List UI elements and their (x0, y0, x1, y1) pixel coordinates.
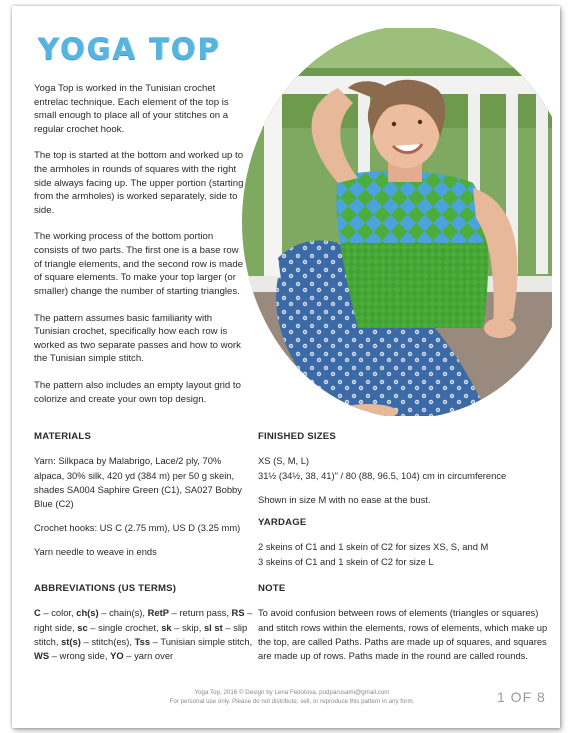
abbr-def: Tunisian simple stitch, (160, 635, 253, 647)
page-footer (82, 688, 502, 707)
abbr-def: return pass, (179, 607, 232, 619)
abbreviations-section (34, 582, 254, 673)
yardage-heading: YARDAGE (258, 517, 307, 528)
copyright-line: Yoga Top, 2016 © Design by Lena Fedotova, podparusami@gmail.com (194, 689, 390, 696)
note-text: To avoid confusion between rows of elements (triangles or squares) and stitch rows within the elements, rows of elements, which make up the top, are called Paths. Paths are made up of squares, and squares are made up of rows. Paths made in the round are called rounds. (258, 607, 548, 661)
hooks-info: Crochet hooks: US C (2.75 mm), US D (3.25 mm) (34, 521, 241, 533)
abbr-term: st(s) (61, 635, 81, 647)
page-title: YOGA TOP (38, 32, 221, 66)
abbr-term: ch(s) (76, 607, 99, 619)
abbr-term: WS (34, 649, 50, 661)
pattern-page (12, 6, 560, 728)
intro-paragraph: The top is started at the bottom and worked up to the armholes in rounds of squares with the right side always facing up. The upper portion (starting from the armholes) is worked separately, side to side. (34, 150, 244, 216)
yardage-section (258, 516, 543, 579)
abbr-def: stitch(es), (91, 635, 135, 647)
yardage-line: 3 skeins of C1 and 1 skein of C2 for size L (258, 555, 434, 567)
abbr-term: sc (77, 621, 88, 633)
needle-info: Yarn needle to weave in ends (34, 545, 157, 557)
intro-paragraph: The working process of the bottom portion consists of two parts. The first one is a base row of triangle elements, and the second row is made of square elements. To make your top larger (or smaller) change the number of starting triangles. (34, 231, 244, 297)
abbr-def: wrong side, (59, 649, 111, 661)
abbr-def: chain(s), (109, 607, 148, 619)
materials-heading: MATERIALS (34, 431, 92, 442)
abbr-term: YO (110, 649, 124, 661)
page-number: 1 OF 8 (497, 689, 546, 705)
circumference-line: 31½ (34½, 38, 41)" / 80 (88, 96.5, 104) cm in circumference (258, 469, 507, 481)
abbreviations-heading: ABBREVIATIONS (US TERMS) (34, 583, 177, 594)
sizes-line: XS (S, M, L) (258, 455, 310, 467)
abbr-def: yarn over (134, 649, 174, 661)
shown-size-line: Shown in size M with no ease at the bust. (258, 493, 431, 505)
abbr-term: RS (231, 607, 245, 619)
abbr-def: color, (51, 607, 77, 619)
yardage-line: 2 skeins of C1 and 1 skein of C2 for sizes XS, S, and M (258, 541, 489, 553)
intro-paragraph: The pattern assumes basic familiarity with Tunisian crochet, specifically how each row is worked as two separate passes and how to work the Tunisian simple stitch. (34, 312, 241, 365)
woman-in-yoga-top-photo (238, 28, 552, 416)
abbr-def: right side, (34, 621, 78, 633)
intro-paragraph: Yoga Top is worked in the Tunisian crochet entrelac technique. Each element of the top is small enough to place all of your stitches on a regular crochet hook. (34, 83, 229, 135)
intro-paragraph: The pattern also includes an empty layout grid to colorize and create your own top design. (34, 379, 241, 405)
abbreviations-list: C – color, ch(s) – chain(s), RetP – return pass, RS – right side, sc – single crochet, sk – skip, sl st – slip stitch, st(s) – stitch(es), Tss – Tunisian simple stitch, WS – wrong side, YO – yarn over (34, 607, 253, 661)
abbr-term: RetP (147, 607, 169, 619)
usage-line: For personal use only. Please do not distribute, sell, or reproduce this pattern in any form. (169, 698, 415, 706)
abbr-term: sl st (203, 621, 223, 633)
note-heading: NOTE (258, 583, 286, 594)
abbr-def: single crochet, (98, 621, 162, 633)
abbr-term: sk (161, 621, 172, 633)
abbr-term: Tss (134, 635, 151, 647)
yarn-info: Yarn: Silkpaca by Malabrigo, Lace/2 ply, 70% alpaca, 30% silk, 420 yd (384 m) per 50 g skein, shades SA004 Saphire Green (C1), SA027 Bobby Blue (C2) (34, 455, 242, 509)
intro-text (34, 82, 246, 419)
abbr-def: skip, (182, 621, 204, 633)
materials-section (34, 430, 246, 569)
note-section (258, 582, 548, 673)
finished-sizes-heading: FINISHED SIZES (258, 431, 336, 442)
abbr-term: C (34, 607, 41, 619)
finished-sizes-section (258, 430, 543, 517)
abbr-def: slip stitch, (34, 621, 248, 647)
